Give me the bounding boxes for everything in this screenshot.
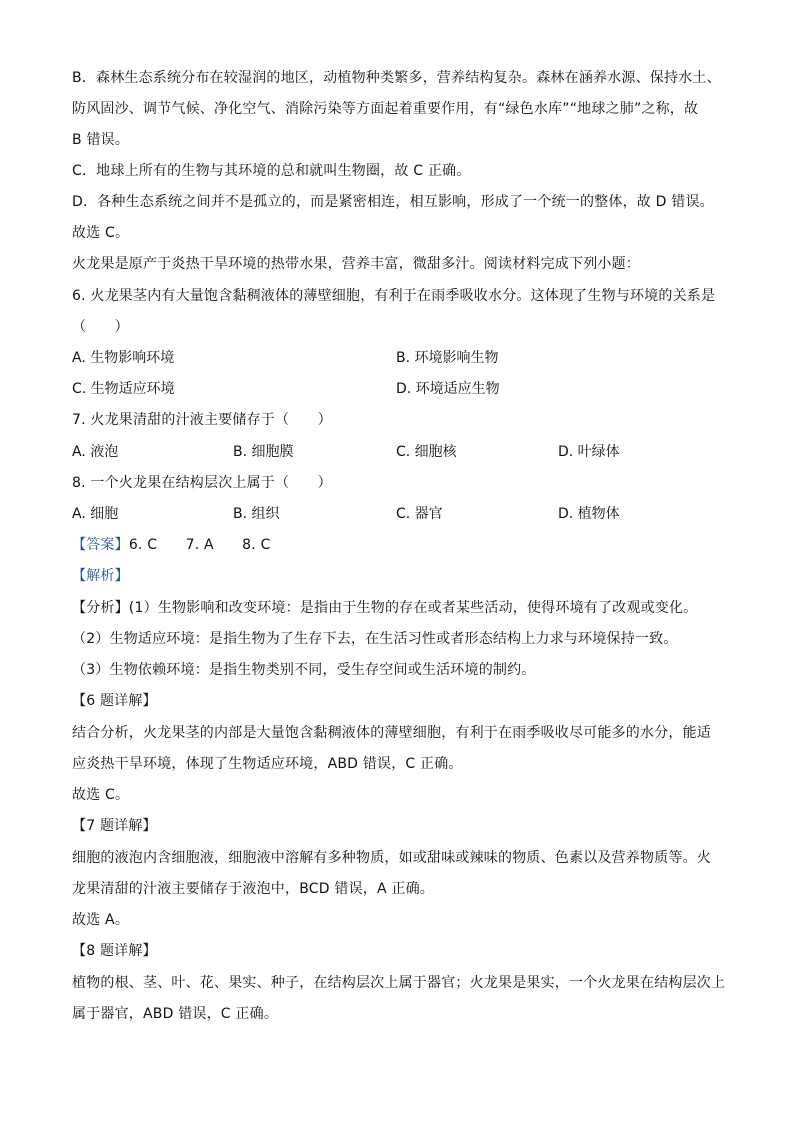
- answer-label: 【答案】: [72, 537, 129, 553]
- question-8-stem: 8. 一个火龙果在结构层次上属于（ ）: [72, 475, 332, 491]
- q6-option-c: C. 生物适应环境: [72, 381, 175, 397]
- question-6-blank: （ ）: [72, 319, 129, 335]
- q8-option-a: A. 细胞: [72, 506, 119, 522]
- q7-option-d: D. 叶绿体: [558, 444, 620, 460]
- analysis-label: 【解析】: [72, 568, 129, 584]
- detail-6-line: 结合分析，火龙果茎的内部是大量饱含黏稠液体的薄壁细胞，有利于在雨季吸收尽可能多的水分，能适: [72, 725, 711, 741]
- detail-6-line: 故选 C。: [72, 787, 130, 803]
- analysis-line: （3）生物依赖环境：是指生物类别不同，受生存空间或生活环境的制约。: [72, 662, 536, 678]
- q7-option-b: B. 细胞膜: [233, 444, 294, 460]
- q6-option-d: D. 环境适应生物: [396, 381, 500, 397]
- detail-6-label: 【6 题详解】: [72, 693, 157, 709]
- text-line: 故选 C。: [72, 225, 130, 241]
- q6-option-b: B. 环境影响生物: [396, 350, 499, 366]
- text-line: C．地球上所有的生物与其环境的总和就叫生物圈，故 C 正确。: [72, 163, 471, 179]
- text-line: 防风固沙、调节气候、净化空气、消除污染等方面起着重要作用，有“绿色水库”“地球之肺”之称，故: [72, 101, 699, 117]
- text-line: B 错误。: [72, 132, 130, 148]
- detail-7-line: 龙果清甜的汁液主要储存于液泡中，BCD 错误，A 正确。: [72, 881, 434, 897]
- text-line: B．森林生态系统分布在较湿润的地区，动植物种类繁多，营养结构复杂。森林在涵养水源、保持水土、: [72, 70, 721, 86]
- text-line: D．各种生态系统之间并不是孤立的，而是紧密相连，相互影响，形成了一个统一的整体，故 D 错误。: [72, 194, 714, 210]
- q8-option-b: B. 组织: [233, 506, 280, 522]
- detail-8-label: 【8 题详解】: [72, 943, 157, 959]
- q7-option-c: C. 细胞核: [396, 444, 457, 460]
- detail-7-line: 细胞的液泡内含细胞液，细胞液中溶解有多种物质，如或甜味或辣味的物质、色素以及营养物质等。火: [72, 850, 711, 866]
- detail-7-label: 【7 题详解】: [72, 818, 157, 834]
- detail-7-line: 故选 A。: [72, 912, 130, 928]
- answer-line: [72, 535, 732, 555]
- q6-option-a: A. 生物影响环境: [72, 350, 175, 366]
- analysis-line: 【分析】(1）生物影响和改变环境：是指由于生物的存在或者某些活动，使得环境有了改观或变化。: [72, 600, 698, 616]
- q7-option-a: A. 液泡: [72, 444, 119, 460]
- material-intro: 火龙果是原产于炎热干旱环境的热带水果，营养丰富，微甜多汁。阅读材料完成下列小题：: [72, 256, 640, 272]
- question-6-stem: 6. 火龙果茎内有大量饱含黏稠液体的薄壁细胞，有利于在雨季吸收水分。这体现了生物与环境的关系是: [72, 288, 716, 304]
- detail-8-line: 植物的根、茎、叶、花、果实、种子，在结构层次上属于器官；火龙果是果实，一个火龙果在结构层次上: [72, 975, 726, 991]
- question-7-stem: 7. 火龙果清甜的汁液主要储存于（ ）: [72, 412, 332, 428]
- analysis-line: （2）生物适应环境：是指生物为了生存下去，在生活习性或者形态结构上力求与环境保持一致。: [72, 631, 678, 647]
- detail-6-line: 应炎热干旱环境，体现了生物适应环境，ABD 错误，C 正确。: [72, 756, 463, 772]
- detail-8-line: 属于器官，ABD 错误，C 正确。: [72, 1006, 279, 1022]
- answer-text: 6. C 7. A 8. C: [128, 537, 271, 553]
- q8-option-c: C. 器官: [396, 506, 443, 522]
- q8-option-d: D. 植物体: [558, 506, 620, 522]
